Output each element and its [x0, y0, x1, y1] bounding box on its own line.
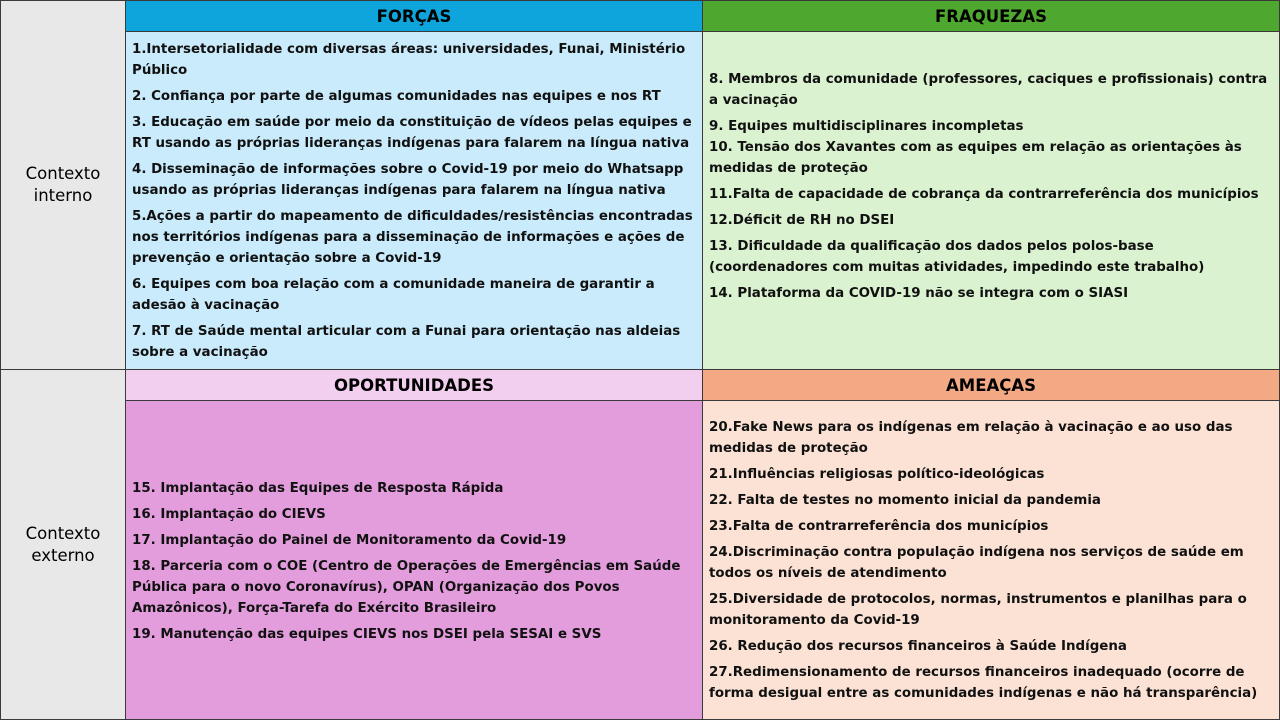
forcas-list: [126, 32, 703, 370]
ameacas-item: 21.Influências religiosas político-ideológicas: [709, 467, 1045, 482]
ameacas-item: 24.Discriminação contra população indígena nos serviços de saúde em todos os níveis de atendimento: [709, 545, 1244, 581]
forcas-item: 5.Ações a partir do mapeamento de dificuldades/resistências encontradas nos territórios indígenas para a disseminação de informações e ações de prevenção e orientação sobre a Covid-19: [132, 208, 693, 266]
forcas-item: 3. Educação em saúde por meio da constituição de vídeos pelas equipes e RT usando as próprias lideranças indígenas para falarem na língua nativa: [132, 114, 692, 151]
oportunidades-item: 19. Manutenção das equipes CIEVS nos DSEI pela SESAI e SVS: [132, 627, 602, 642]
header-forcas: [126, 0, 703, 32]
forcas-item: 7. RT de Saúde mental articular com a Funai para orientação nas aldeias sobre a vacinação: [132, 323, 681, 360]
header-forcas-text: FORÇAS: [376, 6, 452, 26]
header-ameacas-text: AMEAÇAS: [946, 375, 1036, 395]
fraquezas-item: 14. Plataforma da COVID-19 não se integra com o SIASI: [709, 286, 1129, 301]
fraquezas-list: [703, 32, 1280, 370]
fraquezas-item: 9. Equipes multidisciplinares incompletas: [709, 119, 1024, 134]
context-external-label: [0, 370, 126, 720]
header-ameacas: [703, 370, 1280, 401]
forcas-item: 6. Equipes com boa relação com a comunidade maneira de garantir a adesão à vacinação: [132, 276, 655, 313]
oportunidades-list: [126, 401, 703, 720]
header-fraquezas: [703, 0, 1280, 32]
oportunidades-item: 16. Implantação do CIEVS: [132, 507, 326, 522]
oportunidades-item: 18. Parceria com o COE (Centro de Operações de Emergências em Saúde Pública para o novo Coronavírus), OPAN (Organização dos Povos Amazônicos), Força-Tarefa do Exército Brasileiro: [132, 559, 681, 616]
fraquezas-item: 10. Tensão dos Xavantes com as equipes em relação as orientações às medidas de proteção: [709, 140, 1242, 176]
forcas-item: 2. Confiança por parte de algumas comunidades nas equipes e nos RT: [132, 88, 661, 104]
ameacas-list: [703, 401, 1280, 720]
header-oportunidades-text: OPORTUNIDADES: [333, 375, 495, 395]
ameacas-item: 20.Fake News para os indígenas em relação à vacinação e ao uso das medidas de proteção: [709, 420, 1233, 456]
fraquezas-item: 8. Membros da comunidade (professores, caciques e profissionais) contra a vacinação: [709, 72, 1268, 108]
forcas-item: 4. Disseminação de informações sobre o Covid-19 por meio do Whatsapp usando as próprias lideranças indígenas para falarem na língua nativa: [132, 161, 684, 198]
context-external-text: Contexto externo: [25, 523, 101, 565]
context-internal-label: [0, 0, 126, 370]
ameacas-item: 25.Diversidade de protocolos, normas, instrumentos e planilhas para o monitoramento da Covid-19: [709, 592, 1247, 628]
ameacas-item: 26. Redução dos recursos financeiros à Saúde Indígena: [709, 639, 1127, 654]
oportunidades-item: 17. Implantação do Painel de Monitoramento da Covid-19: [132, 533, 567, 548]
context-internal-text: Contexto interno: [25, 164, 101, 205]
fraquezas-item: 11.Falta de capacidade de cobrança da contrarreferência dos municípios: [709, 187, 1259, 202]
fraquezas-item: 12.Déficit de RH no DSEI: [709, 213, 895, 228]
forcas-item: 1.Intersetorialidade com diversas áreas: universidades, Funai, Ministério Público: [132, 41, 686, 78]
fraquezas-item: 13. Dificuldade da qualificação dos dados pelos polos-base (coordenadores com muitas atividades, impedindo este trabalho): [709, 239, 1205, 275]
oportunidades-item: 15. Implantação das Equipes de Resposta Rápida: [132, 481, 504, 496]
ameacas-item: 22. Falta de testes no momento inicial da pandemia: [709, 493, 1101, 508]
header-oportunidades: [126, 370, 703, 401]
ameacas-item: 27.Redimensionamento de recursos financeiros inadequado (ocorre de forma desigual entre as comunidades indígenas e não há transparência): [709, 665, 1258, 701]
header-fraquezas-text: FRAQUEZAS: [934, 6, 1048, 26]
ameacas-item: 23.Falta de contrarreferência dos municípios: [709, 519, 1049, 534]
